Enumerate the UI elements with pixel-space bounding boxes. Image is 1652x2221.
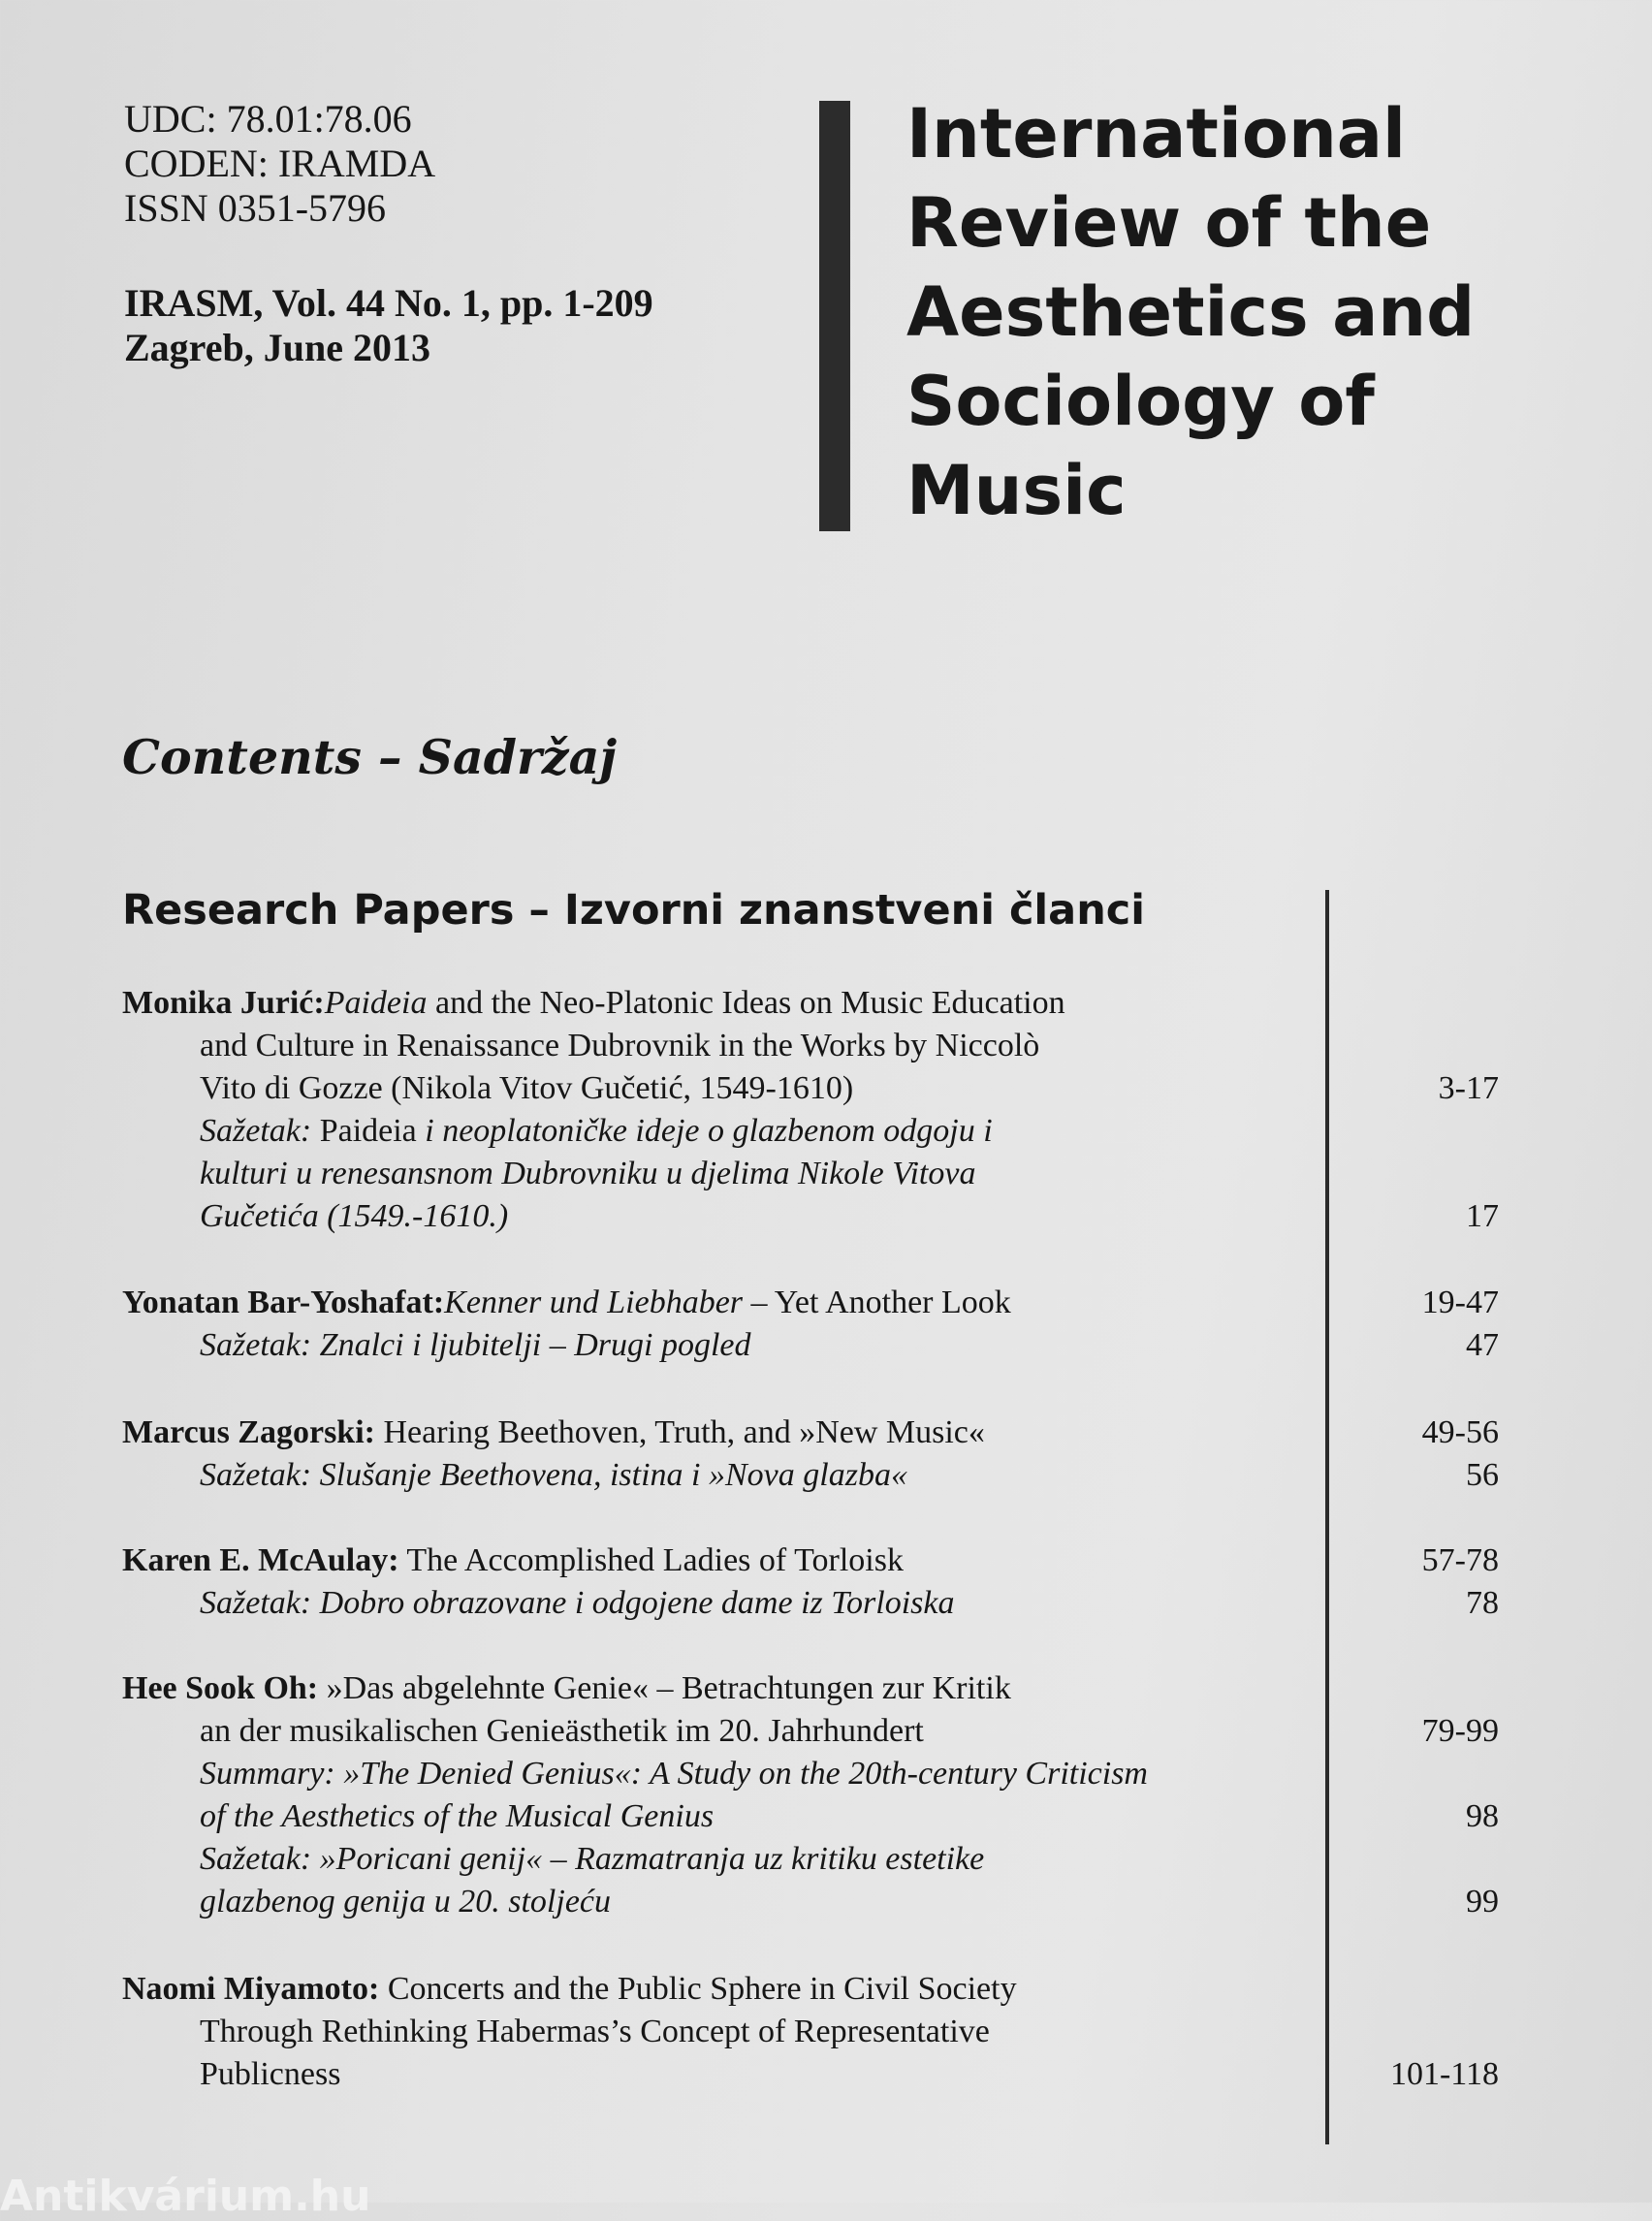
summary-pages: 99 [1466, 1884, 1499, 1920]
entry-title: and the Neo-Platonic Ideas on Music Education [427, 985, 1065, 1021]
issue-place-date: Zagreb, June 2013 [124, 326, 430, 369]
contents-heading: Contents – Sadržaj [122, 729, 618, 785]
journal-title [906, 89, 1475, 535]
summary-text: kulturi u renesansnom Dubrovniku u djelima Nikole Vitova [200, 1156, 976, 1191]
journal-title-line: International [906, 94, 1407, 174]
summary-label: Sažetak: [200, 1113, 312, 1149]
watermark: Antikvárium.hu [0, 2172, 371, 2221]
entry-pages: 79-99 [1421, 1713, 1499, 1749]
journal-title-line: Music [906, 451, 1127, 530]
coden-code: CODEN: IRAMDA [124, 142, 436, 185]
entry-title: Through Rethinking Habermas’s Concept of Representative [200, 2014, 990, 2049]
toc-entry [122, 1539, 1499, 1625]
summary-pages: 56 [1466, 1457, 1499, 1493]
summary-text: of the Aesthetics of the Musical Genius [200, 1798, 715, 1834]
entry-title: and Culture in Renaissance Dubrovnik in the Works by Niccolò [200, 1028, 1040, 1063]
entry-title: – Yet Another Look [743, 1285, 1011, 1320]
summary-text: Summary: »The Denied Genius«: A Study on the 20th-century Criticism [200, 1756, 1148, 1792]
toc-entry [122, 1667, 1499, 1923]
entry-title: The Accomplished Ladies of Torloisk [398, 1542, 904, 1578]
summary-text: Sažetak: Slušanje Beethovena, istina i »Nova glazba« [200, 1457, 907, 1493]
section-heading: Research Papers – Izvorni znanstveni članci [122, 886, 1146, 935]
summary-text: Sažetak: »Poricani genij« – Razmatranja uz kritiku estetike [200, 1841, 985, 1877]
entry-title-italic: Kenner und Liebhaber [444, 1285, 744, 1320]
publication-identifiers [124, 97, 435, 231]
summary-pages: 17 [1466, 1198, 1499, 1234]
toc-entry [122, 1412, 1499, 1497]
entry-author: Marcus Zagorski: [122, 1414, 375, 1450]
entry-title: Vito di Gozze (Nikola Vitov Gučetić, 1549-1610) [200, 1070, 854, 1106]
title-accent-bar [819, 101, 850, 531]
entry-title: Publicness [200, 2056, 341, 2092]
journal-title-line: Review of the [906, 183, 1432, 263]
entry-title: Concerts and the Public Sphere in Civil Society [379, 1971, 1017, 2007]
entry-pages: 19-47 [1421, 1285, 1499, 1320]
toc-entry [122, 982, 1499, 1238]
entry-author: Monika Jurić: [122, 985, 325, 1021]
entry-author: Yonatan Bar-Yoshafat: [122, 1285, 445, 1320]
entry-title: Hearing Beethoven, Truth, and »New Music« [374, 1414, 985, 1450]
udc-code: UDC: 78.01:78.06 [124, 97, 412, 141]
summary-text: Sažetak: Znalci i ljubitelji – Drugi pogled [200, 1327, 751, 1363]
issue-volume: IRASM, Vol. 44 No. 1, pp. 1-209 [124, 281, 653, 325]
entry-title: an der musikalischen Genieästhetik im 20. Jahrhundert [200, 1713, 924, 1749]
summary-text: Sažetak: Dobro obrazovane i odgojene dame iz Torloiska [200, 1585, 955, 1621]
summary-text: glazbenog genija u 20. stoljeću [200, 1884, 612, 1920]
summary-pages: 78 [1466, 1585, 1499, 1621]
issue-info [124, 281, 653, 370]
entry-title-italic: Paideia [324, 985, 428, 1021]
entry-author: Naomi Miyamoto: [122, 1971, 380, 2007]
issn-code: ISSN 0351-5796 [124, 186, 387, 230]
toc-entry [122, 1282, 1499, 1367]
journal-title-line: Aesthetics and [906, 272, 1476, 352]
summary-pages: 47 [1466, 1327, 1499, 1363]
entry-title: »Das abgelehnte Genie« – Betrachtungen zur Kritik [318, 1670, 1011, 1706]
entry-author: Karen E. McAulay: [122, 1542, 399, 1578]
entry-pages: 49-56 [1421, 1414, 1499, 1450]
summary-text: i neoplatoničke ideje o glazbenom odgoju i [416, 1113, 993, 1149]
summary-text: Gučetića (1549.-1610.) [200, 1198, 509, 1234]
entry-pages: 101-118 [1389, 2056, 1499, 2092]
entry-pages: 3-17 [1438, 1070, 1499, 1106]
summary-pages: 98 [1466, 1798, 1499, 1834]
journal-title-line: Sociology of [906, 362, 1375, 441]
entry-author: Hee Sook Oh: [122, 1670, 319, 1706]
entry-pages: 57-78 [1421, 1542, 1499, 1578]
toc-entry [122, 1968, 1499, 2096]
summary-term: Paideia [311, 1113, 417, 1149]
